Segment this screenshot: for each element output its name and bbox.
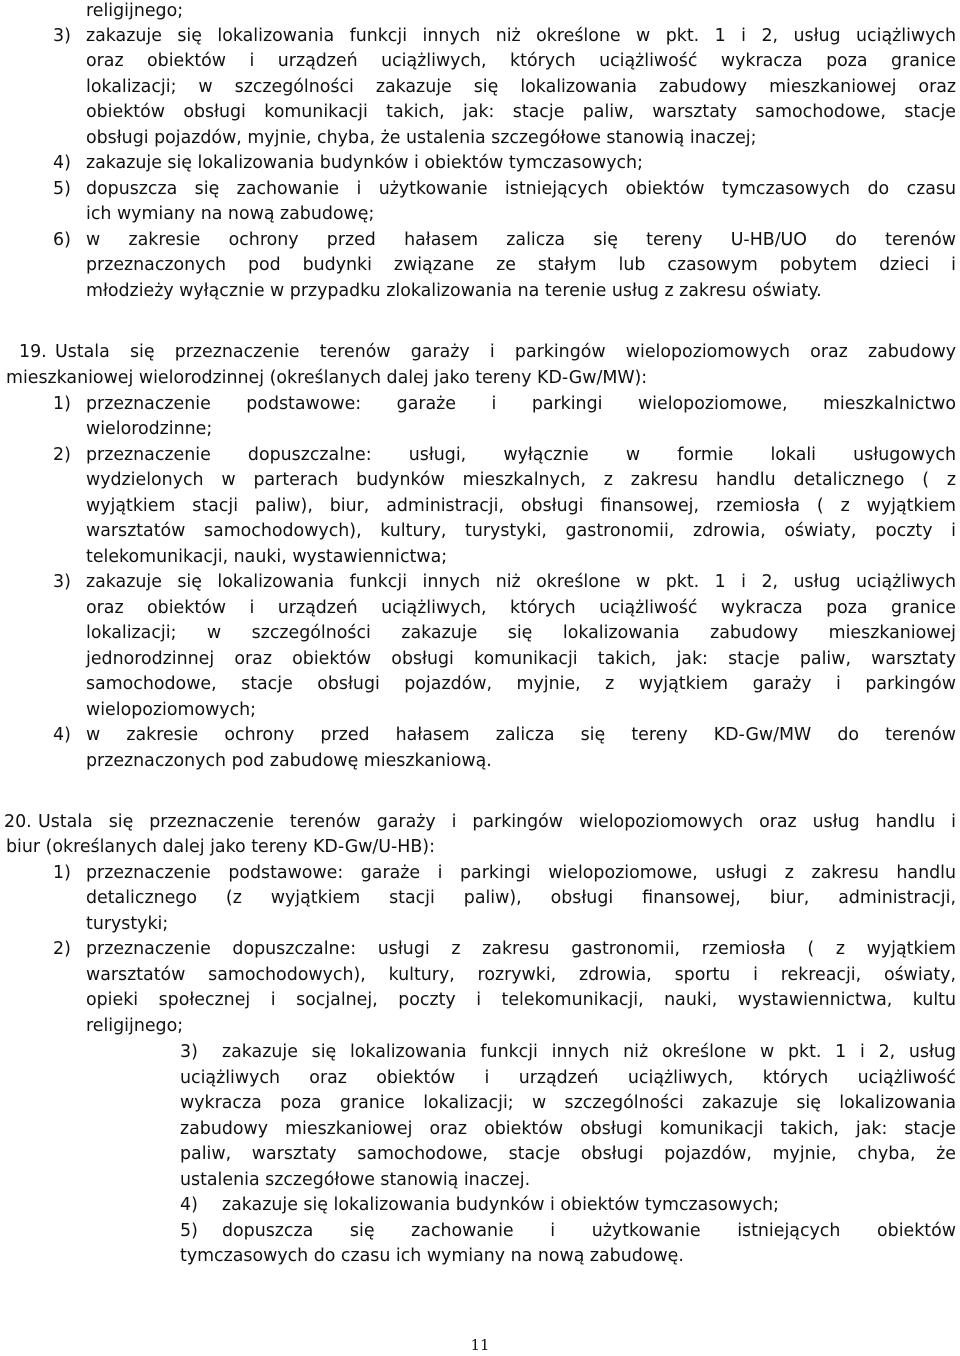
list-item-line: zakazuje się lokalizowania budynków i obiektów tymczasowych; [222,1195,779,1215]
list-marker: 4) [53,153,71,173]
list-item-line: samochodowe, stacje obsługi pojazdów, myjnie, z wyjątkiem garaży i parkingów [86,674,956,694]
list-item-line: wydzielonych w parterach budynków mieszkalnych, z zakresu handlu detalicznego ( z [86,470,956,490]
list-item-line: opieki społecznej i socjalnej, poczty i telekomunikacji, nauki, wystawiennictwa, kultu [86,990,956,1010]
list-marker: 2) [53,939,71,959]
list-item-line: turystyki; [86,914,169,934]
list-marker: 3) [180,1042,198,1062]
list-item-line: obsługi pojazdów, myjnie, chyba, że ustalenia szczegółowe stanowią inaczej; [86,128,757,148]
list-item-line: w zakresie ochrony przed hałasem zalicza się tereny U-HB/UO do terenów [86,230,956,250]
page-number: 11 [470,1336,490,1354]
list-item-line: jednorodzinnej oraz obiektów obsługi komunikacji takich, jak: stacje paliw, warsztaty [86,649,956,669]
list-item-line: zakazuje się lokalizowania funkcji innych niż określone w pkt. 1 i 2, usług uciążliwych [86,26,956,46]
list-marker: 4) [53,725,71,745]
list-marker: 1) [53,863,71,883]
list-item-line: ustalenia szczegółowe stanowią inaczej. [180,1170,531,1190]
section-intro-line: mieszkaniowej wielorodzinnej (określanych dalej jako tereny KD-Gw/MW): [6,368,648,388]
list-item-line: tymczasowych do czasu ich wymiany na nową zabudowę. [180,1246,684,1266]
list-item-line: przeznaczonych pod zabudowę mieszkaniową. [86,751,492,771]
list-item-line: uciążliwych oraz obiektów i urządzeń uciążliwych, których uciążliwość [180,1068,956,1088]
list-item-line: lokalizacji; w szczególności zakazuje się lokalizowania zabudowy mieszkaniowej [86,623,956,643]
list-marker: 1) [53,394,71,414]
list-item-line: oraz obiektów i urządzeń uciążliwych, których uciążliwość wykracza poza granice [86,51,956,71]
list-item-line: dopuszcza się zachowanie i użytkowanie istniejących obiektów tymczasowych do czasu [86,179,956,199]
list-item-line: paliw, warsztaty samochodowe, stacje obsługi pojazdów, myjnie, chyba, że [180,1144,956,1164]
list-item-line: przeznaczenie podstawowe: garaże i parkingi wielopoziomowe, usługi z zakresu handlu [86,863,956,883]
list-marker: 3) [53,572,71,592]
list-item-line: przeznaczenie dopuszczalne: usługi z zakresu gastronomii, rzemiosła ( z wyjątkiem [86,939,956,959]
list-item-line: przeznaczenie dopuszczalne: usługi, wyłącznie w formie lokali usługowych [86,445,956,465]
list-item-line: wielorodzinne; [86,419,213,439]
list-item-line: wykracza poza granice lokalizacji; w szczególności zakazuje się lokalizowania [180,1093,956,1113]
list-marker: 6) [53,230,71,250]
list-item-line: lokalizacji; w szczególności zakazuje się lokalizowania zabudowy mieszkaniowej oraz [86,77,956,97]
list-item-line: religijnego; [86,1016,184,1036]
section-intro-line: Ustala się przeznaczenie terenów garaży i parkingów wielopoziomowych oraz zabudowy [55,342,956,362]
list-item-line: zakazuje się lokalizowania funkcji innych niż określone w pkt. 1 i 2, usług [222,1042,956,1062]
list-marker: 5) [53,179,71,199]
list-marker: 3) [53,26,71,46]
list-item-line: zakazuje się lokalizowania funkcji innych niż określone w pkt. 1 i 2, usług uciążliwych [86,572,956,592]
section-intro-line: Ustala się przeznaczenie terenów garaży i parkingów wielopoziomowych oraz usług handlu i [38,812,956,832]
list-item-line: przeznaczonych pod budynki związane ze stałym lub czasowym pobytem dzieci i [86,255,956,275]
list-item-line: wielopoziomowych; [86,700,257,720]
list-item-line: warsztatów samochodowych), kultury, turystyki, gastronomii, zdrowia, oświaty, poczty i [86,521,956,541]
list-item-line: przeznaczenie podstawowe: garaże i parkingi wielopoziomowe, mieszkalnictwo [86,394,956,414]
list-item-line: obiektów obsługi komunikacji takich, jak: stacje paliw, warsztaty samochodowe, stacje [86,102,956,122]
list-item-line: telekomunikacji, nauki, wystawiennictwa; [86,547,448,567]
section-intro-line: biur (określanych dalej jako tereny KD-Gw/U-HB): [6,837,435,857]
list-item-line: młodzieży wyłącznie w przypadku zlokalizowania na terenie usług z zakresu oświaty. [86,281,822,301]
list-item-line: w zakresie ochrony przed hałasem zalicza się tereny KD-Gw/MW do terenów [86,725,956,745]
list-item-line: detalicznego (z wyjątkiem stacji paliw), obsługi finansowej, biur, administracji, [86,888,956,908]
continuation-line: religijnego; [86,1,184,21]
list-marker: 5) [180,1221,198,1241]
list-item-line: dopuszcza się zachowanie i użytkowanie istniejących obiektów [222,1221,956,1241]
list-item-line: warsztatów samochodowych), kultury, rozrywki, zdrowia, sportu i rekreacji, oświaty, [86,965,956,985]
section-number: 19. [19,342,47,362]
list-item-line: ich wymiany na nową zabudowę; [86,204,375,224]
list-marker: 2) [53,445,71,465]
list-item-line: zakazuje się lokalizowania budynków i obiektów tymczasowych; [86,153,643,173]
list-item-line: wyjątkiem stacji paliw), biur, administracji, obsługi finansowej, rzemiosła ( z wyjątkiem [86,496,956,516]
list-item-line: oraz obiektów i urządzeń uciążliwych, których uciążliwość wykracza poza granice [86,598,956,618]
list-marker: 4) [180,1195,198,1215]
section-number: 20. [4,812,32,832]
list-item-line: zabudowy mieszkaniowej oraz obiektów obsługi komunikacji takich, jak: stacje [180,1119,956,1139]
